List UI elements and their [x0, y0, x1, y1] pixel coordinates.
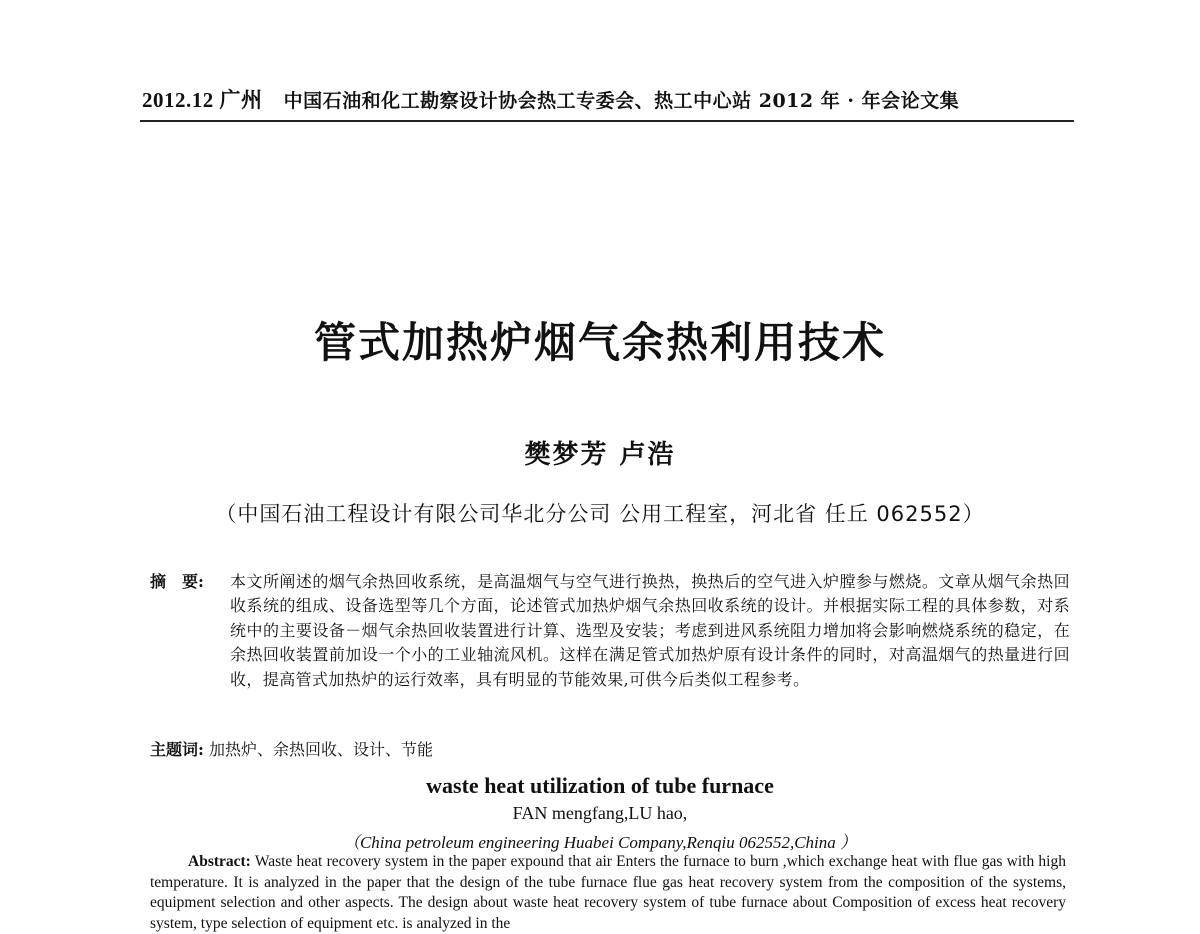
- abstract-cn-body: 本文所阐述的烟气余热回收系统，是高温烟气与空气进行换热，换热后的空气进入炉膛参与燃烧。文章从烟气余热回收系统的组成、设备选型等几个方面，论述管式加热炉烟气余热回收系统的设计。并根据实际工程的具体参数，对系统中的主要设备－烟气余热回收装置进行计算、选型及安装；考虑到进风系统阻力增加将会影响燃烧系统的稳定，在余热回收装置前加设一个小的工业轴流风机。这样在满足管式加热炉原有设计条件的同时，对高温烟气的热量进行回收，提高管式加热炉的运行效率，具有明显的节能效果,可供今后类似工程参考。: [230, 572, 1070, 689]
- header-conference: 中国石油和化工勘察设计协会热工专委会、热工中心站 2012 年 · 年会论文集: [283, 90, 960, 112]
- abstract-cn: [150, 570, 1070, 692]
- keywords-cn: [150, 738, 1070, 762]
- affiliation-en: （China petroleum engineering Huabei Company,Renqiu 062552,China ）: [342, 833, 858, 852]
- header-date-location: 2012.12 广州: [142, 88, 263, 112]
- running-header: [142, 84, 1074, 114]
- abstract-en: [150, 852, 1066, 934]
- affiliation-cn: （中国石油工程设计有限公司华北分公司 公用工程室，河北省 任丘 062552）: [215, 502, 985, 526]
- paper-title-cn: 管式加热炉烟气余热利用技术: [313, 318, 886, 367]
- authors-cn: 樊梦芳 卢浩: [524, 440, 676, 470]
- keywords-cn-label: 主题词:: [150, 740, 204, 759]
- paper-title-en: waste heat utilization of tube furnace: [426, 773, 774, 798]
- header-divider: [140, 120, 1074, 122]
- authors-en: FAN mengfang,LU hao,: [512, 803, 688, 823]
- abstract-en-label: Abstract:: [188, 853, 251, 870]
- keywords-cn-value: 加热炉、余热回收、设计、节能: [209, 740, 434, 759]
- abstract-cn-label: 摘 要:: [150, 572, 204, 591]
- abstract-en-body: Waste heat recovery system in the paper expound that air Enters the furnace to burn ,which exchange heat with flue gas with high temperature. It is analyzed in the paper that the design of the tube furnace flue gas heat recovery system from the composition of the systems, equipment selection and other aspects. The design about waste heat recovery system of tube furnace about Composition of excess heat recovery system, type selection of equipment etc. is analyzed in the: [150, 853, 1066, 932]
